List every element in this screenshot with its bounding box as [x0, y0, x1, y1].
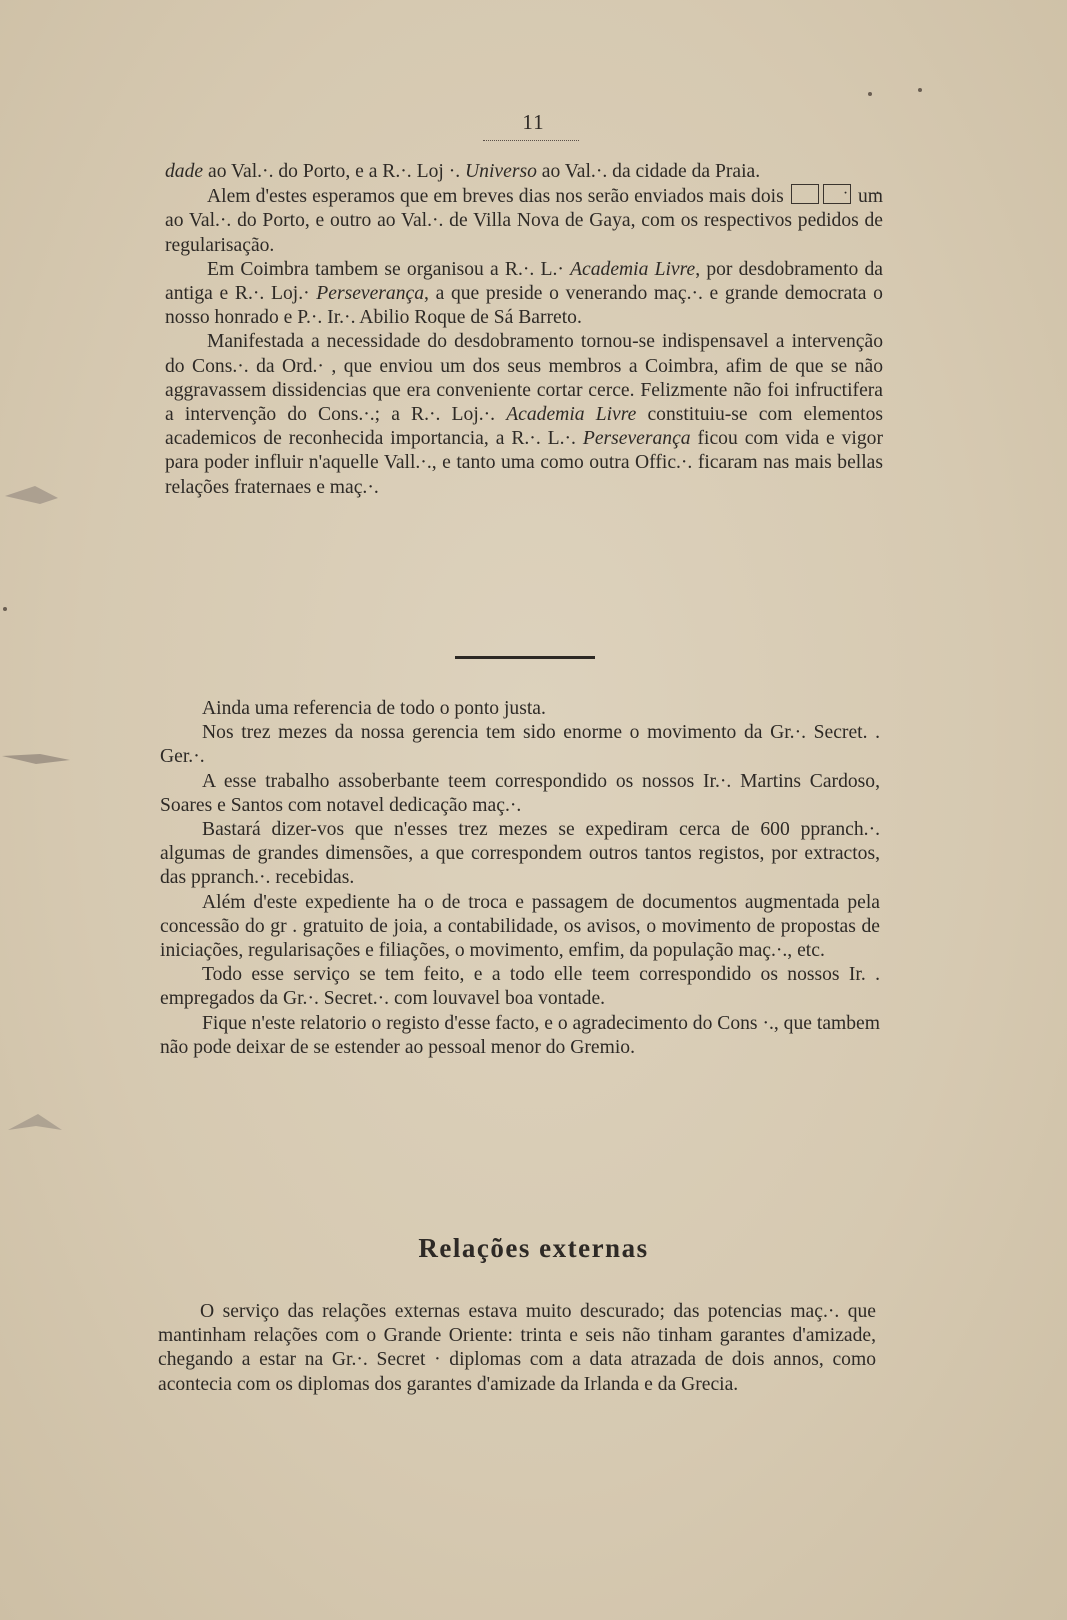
- italic-text: Perseverança: [316, 283, 425, 305]
- margin-mark-icon: [0, 478, 75, 508]
- italic-text: Academia Livre: [570, 258, 696, 280]
- italic-text: Perseverança: [582, 428, 691, 450]
- paragraph: Todo esse serviço se tem feito, e a todo elle teem correspondido os nossos Ir. . empregados da Gr.·. Secret.·. com louvavel boa vontade.: [160, 964, 880, 1010]
- italic-text: dade: [165, 161, 204, 182]
- lodge-symbol-icon: [791, 184, 819, 204]
- paragraph: O serviço das relações externas estava muito descurado; das potencias maç.·. que mantinham relações com o Grande Oriente: trinta e seis não tinham garantes d'amizade, chegando a estar na Gr.·. Secret · diplomas com a data atrazada de dois annos, como acontecia com os diplomas dos garantes d'amizade da Irlanda e da Grecia.: [158, 1301, 876, 1395]
- ink-speck: [3, 607, 7, 611]
- paragraph: Fique n'este relatorio o registo d'esse facto, e o agradecimento do Cons ·., que tambem não pode deixar de se estender ao pessoal menor do Gremio.: [160, 1012, 880, 1058]
- text-section-2: [160, 697, 880, 1060]
- paragraph: Bastará dizer-vos que n'esses trez mezes se expediram cerca de 600 ppranch.·. algumas de grandes dimensões, a que correspondem outros tantos registos, por extractos, das ppranch.·. recebidas.: [160, 819, 880, 889]
- margin-mark-icon: [0, 744, 75, 774]
- paragraph: [165, 330, 883, 499]
- text-run: ao Val.·. do Porto, e a R.·. Loj ·.: [203, 161, 466, 182]
- section-divider: [455, 656, 595, 659]
- text-run: Alem d'estes esperamos que em breves dias nos serão enviados mais dois: [207, 186, 784, 208]
- paragraph: Além d'este expediente ha o de troca e passagem de documentos augmentada pela concessão do gr . gratuito de joia, a contabilidade, os avisos, o movimento de propostas de iniciações, regularisações e filiações, o movimento, emfim, da população maç.·., etc.: [160, 891, 880, 962]
- text-run: Em Coimbra tambem se organisou a R.·. L.·: [207, 258, 571, 280]
- lodge-symbol-icon: [823, 184, 851, 204]
- paragraph: [165, 184, 883, 258]
- text-run: ficou com vida e vigor para poder influir n'aquelle Vall.·., e tanto uma como outra Offic.·. ficaram nas mais bellas relações fraternaes e maç.·.: [165, 428, 883, 498]
- paragraph: A esse trabalho assoberbante teem correspondido os nossos Ir.·. Martins Cardoso, Soares e Santos com notavel dedicação maç.·.: [160, 770, 880, 816]
- paragraph: Ainda uma referencia de todo o ponto justa.: [202, 698, 546, 719]
- text-run: , por desdobramento da antiga e R.·. Loj.·: [165, 258, 883, 305]
- text-run: Manifestada a necessidade do desdobramento tornou-se indispensavel a intervenção do Cons.·. da Ord.· , que enviou um dos seus membros a Coimbra, afim de que se não aggravassem dissidencias que era conveniente cortar cerce. Felizmente não foi infructifera a intervenção do Cons.·.; a R.·. Loj.·.: [165, 331, 883, 426]
- text-section-3: [158, 1300, 876, 1397]
- page-number-rule: [483, 140, 579, 141]
- text-run: , a que preside o venerando maç.·. e grande democrata o nosso honrado e P.·. Ir.·. Abilio Roque de Sá Barreto.: [165, 283, 883, 329]
- section-heading: Relações externas: [418, 1233, 649, 1263]
- text-run: ao Val.·. da cidade da Praia.: [536, 161, 761, 182]
- margin-mark-icon: [0, 1110, 75, 1140]
- ink-speck: [868, 92, 872, 96]
- paragraph: [165, 160, 883, 184]
- ink-speck: [918, 88, 922, 92]
- page-number: 11: [522, 110, 545, 134]
- text-run: constituiu-se com elementos academicos de reconhecida importancia, a R.·. L.·.: [165, 404, 883, 450]
- paragraph: [165, 258, 883, 331]
- text-section-1: [165, 160, 883, 500]
- italic-text: Academia Livre: [506, 404, 637, 426]
- italic-text: Universo: [465, 161, 537, 182]
- paragraph: Nos trez mezes da nossa gerencia tem sido enorme o movimento da Gr.·. Secret. . Ger.·.: [160, 722, 880, 768]
- text-run: um ao Val.·. do Porto, e outro ao Val.·. de Villa Nova de Gaya, com os respectivos pedidos de regularisação.: [165, 186, 883, 256]
